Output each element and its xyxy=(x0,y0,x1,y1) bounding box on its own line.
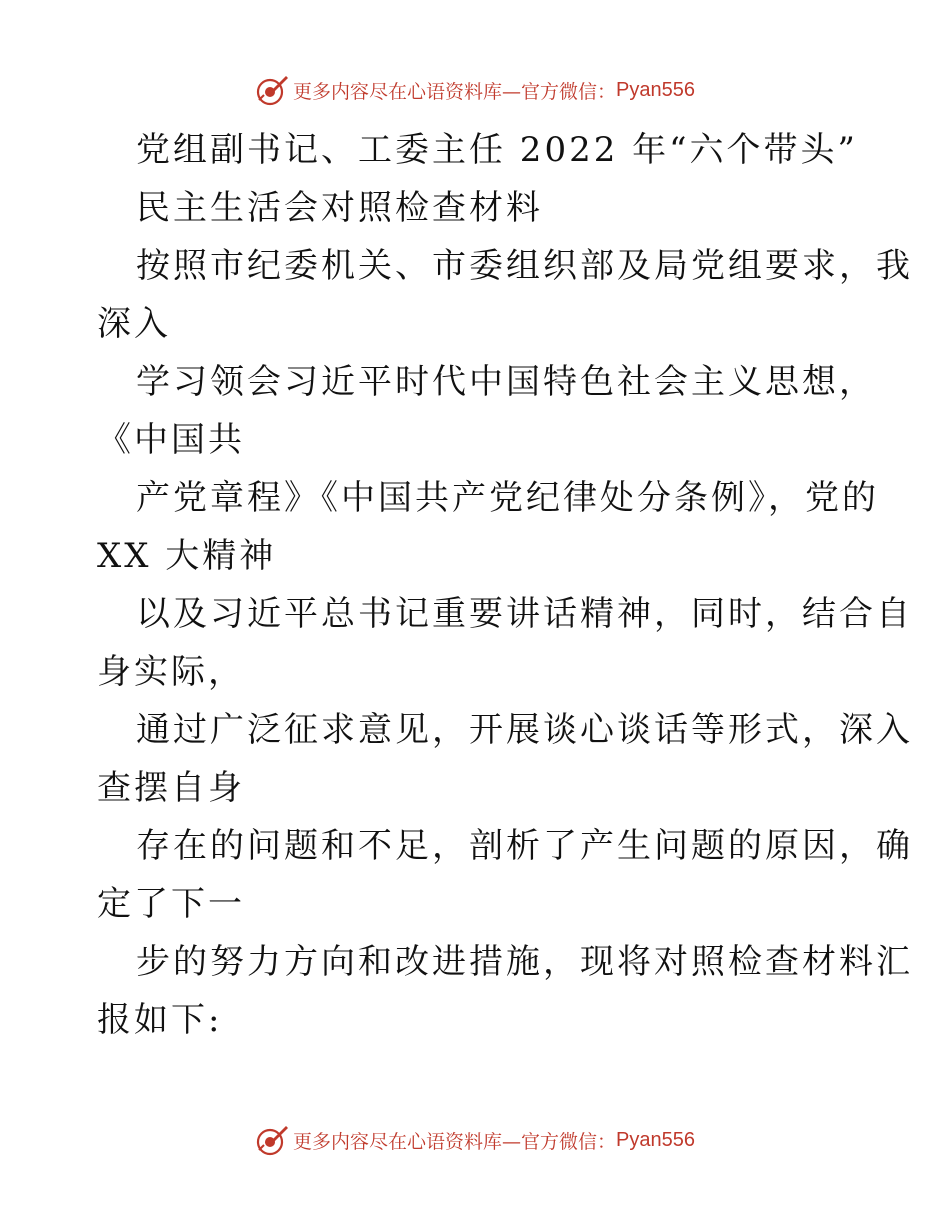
paragraph-line: 产党章程》《中国共产党纪律处分条例》，党的 xyxy=(136,478,879,518)
pen-logo-icon xyxy=(255,73,289,107)
paragraph-line: 步的努力方向和改进措施，现将对照检查材料汇 xyxy=(136,942,913,982)
paragraph-line: 存在的问题和不足，剖析了产生问题的原因，确 xyxy=(136,826,913,866)
header-watermark xyxy=(0,72,950,108)
footer-watermark xyxy=(0,1122,950,1158)
watermark-wechat-id: Pyan556 xyxy=(616,1128,695,1151)
paragraph-line: 学习领会习近平时代中国特色社会主义思想， xyxy=(136,362,876,402)
paragraph-line: 《中国共 xyxy=(97,420,245,460)
paragraph-line: 定了下一 xyxy=(97,884,245,924)
paragraph-line: 深入 xyxy=(97,304,171,344)
document-title-line-2: 民主生活会对照检查材料 xyxy=(136,188,543,228)
watermark-wechat-id: Pyan556 xyxy=(616,78,695,101)
paragraph-line: 身实际， xyxy=(97,652,245,692)
paragraph-line: XX 大精神 xyxy=(97,536,277,576)
paragraph-line: 报如下: xyxy=(97,1000,223,1040)
watermark-text: 更多内容尽在心语资料库—官方微信： xyxy=(293,1130,617,1153)
document-title-line-1: 党组副书记、工委主任 2022 年“六个带头” xyxy=(136,130,858,170)
watermark-text: 更多内容尽在心语资料库—官方微信： xyxy=(293,80,617,103)
paragraph-line: 以及习近平总书记重要讲话精神，同时，结合自 xyxy=(136,594,913,634)
paragraph-line: 通过广泛征求意见，开展谈心谈话等形式，深入 xyxy=(136,710,913,750)
pen-logo-icon xyxy=(255,1123,289,1157)
paragraph-line: 按照市纪委机关、市委组织部及局党组要求，我 xyxy=(136,246,913,286)
paragraph-line: 查摆自身 xyxy=(97,768,245,808)
